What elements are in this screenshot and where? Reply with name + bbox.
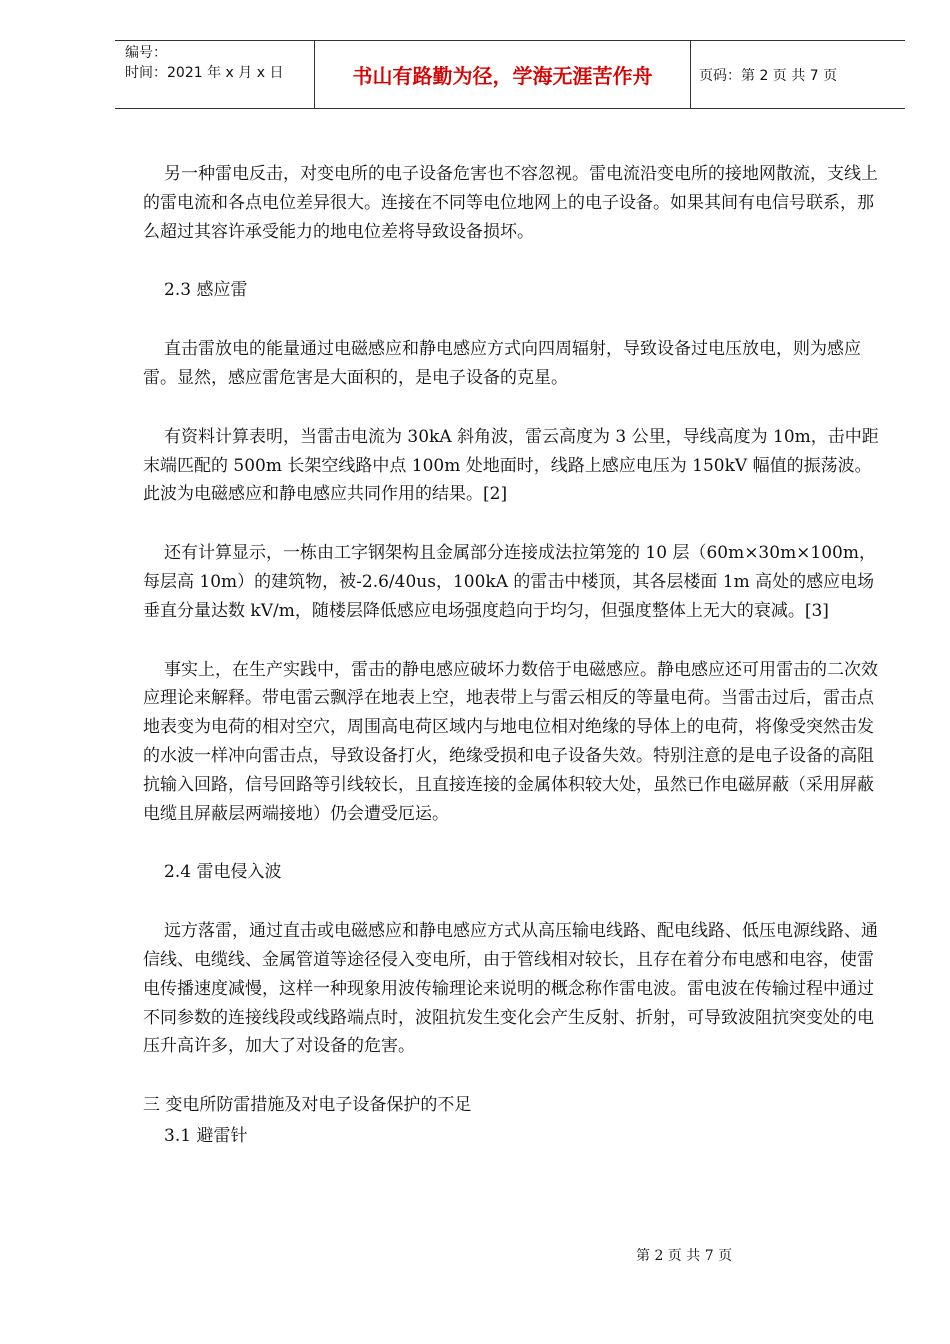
page-header <box>115 40 905 109</box>
paragraph-1: 另一种雷电反击，对变电所的电子设备危害也不容忽视。雷电流沿变电所的接地网散流，支线上的雷电流和各点电位差异很大。连接在不同等电位地网上的电子设备。如果其间有电信号联系，那么超过其容许承受能力的地电位差将导致设备损坏。 <box>143 164 878 242</box>
heading-2-3: 2.3 感应雷 <box>164 280 248 301</box>
header-meta <box>115 41 315 108</box>
heading-section-3: 三 变电所防雷措施及对电子设备保护的不足 <box>143 1095 472 1116</box>
paragraph-5: 事实上，在生产实践中，雷击的静电感应破坏力数倍于电磁感应。静电感应还可用雷击的二次效应理论来解释。带电雷云飘浮在地表上空，地表带上与雷云相反的等量电荷。当雷击过后，雷击点地表变为电荷的相对空穴，周围高电荷区域内与地电位相对绝缘的导体上的电荷，将像受突然击发的水波一样冲向雷击点，导致设备打火，绝缘受损和电子设备失效。特别注意的是电子设备的高阻抗输入回路，信号回路等引线较长，且直接连接的金属体积较大处，虽然已作电磁屏蔽（采用屏蔽电缆且屏蔽层两端接地）仍会遭受厄运。 <box>143 659 878 824</box>
paragraph-6: 远方落雷，通过直击或电磁感应和静电感应方式从高压输电线路、配电线路、低压电源线路、通信线、电缆线、金属管道等途径侵入变电所，由于管线相对较长，且存在着分布电感和电容，使雷电传播速度减慢，这样一种现象用波传输理论来说明的概念称作雷电波。雷电波在传输过程中通过不同参数的连接线段或线路端点时，波阻抗发生变化会产生反射、折射，可导致波阻抗突变处的电压升高许多，加大了对设备的危害。 <box>143 921 878 1057</box>
time-label: 时间：2021 年 x 月 x 日 <box>125 65 284 81</box>
header-motto: 书山有路勤为径，学海无涯苦作舟 <box>315 41 691 108</box>
header-page-info: 页码：第 2 页 共 7 页 <box>699 67 838 84</box>
paragraph-2: 直击雷放电的能量通过电磁感应和静电感应方式向四周辐射，导致设备过电压放电，则为感应雷。显然，感应雷危害是大面积的，是电子设备的克星。 <box>143 339 861 388</box>
document-body <box>143 160 883 1151</box>
page-footer: 第 2 页 共 7 页 <box>636 1248 733 1264</box>
paragraph-4: 还有计算显示，一栋由工字钢架构且金属部分连接成法拉第笼的 10 层（60m×30m×100m，每层高 10m）的建筑物，被-2.6/40us，100kA 的雷击中楼顶，其各层楼面 1m 高处的感应电场垂直分量达数 kV/m，随楼层降低感应电场强度趋向于均匀，但强度整体上无大的衰减。[3] <box>143 543 876 621</box>
code-label: 编号： <box>125 45 167 61</box>
heading-3-1: 3.1 避雷针 <box>164 1125 248 1146</box>
paragraph-3: 有资料计算表明，当雷击电流为 30kA 斜角波，雷云高度为 3 公里，导线高度为 10m，击中距末端匹配的 500m 长架空线路中点 100m 处地面时，线路上感应电压为 150kV 幅值的振荡波。此波为电磁感应和静电感应共同作用的结果。[2] <box>143 426 879 505</box>
heading-2-4: 2.4 雷电侵入波 <box>164 862 282 883</box>
